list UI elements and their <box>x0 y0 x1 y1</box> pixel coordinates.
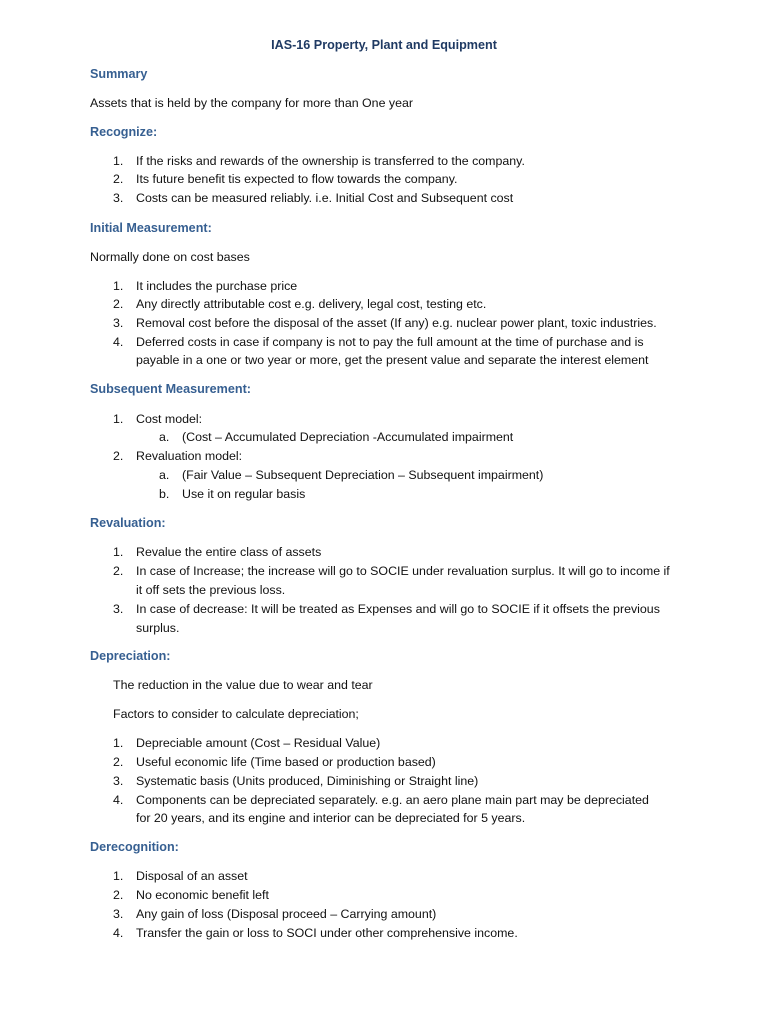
list-number: 4. <box>113 926 124 940</box>
list-number: 3. <box>113 191 124 205</box>
list-number: 2. <box>113 297 124 311</box>
heading-depreciation: Depreciation: <box>90 649 171 663</box>
heading-subsequent-measurement: Subsequent Measurement: <box>90 382 251 396</box>
list-number: 4. <box>113 335 124 349</box>
initial-text: Normally done on cost bases <box>90 250 250 264</box>
list-number: 1. <box>113 545 124 559</box>
list-item: Any directly attributable cost e.g. delivery, legal cost, testing etc. <box>136 297 487 311</box>
list-item: No economic benefit left <box>136 888 269 902</box>
summary-text: Assets that is held by the company for more than One year <box>90 96 414 110</box>
document-title: IAS-16 Property, Plant and Equipment <box>271 38 497 52</box>
list-number: 2. <box>113 449 124 463</box>
list-number: 2. <box>113 888 124 902</box>
list-item: Useful economic life (Time based or production based) <box>136 755 436 769</box>
list-number: 3. <box>113 907 124 921</box>
list-item: Components can be depreciated separately. e.g. an aero plane main part may be depreciated <box>136 793 649 807</box>
heading-revaluation: Revaluation: <box>90 516 166 530</box>
sublist-letter: a. <box>159 468 170 482</box>
list-item: Disposal of an asset <box>136 869 248 883</box>
list-item: Costs can be measured reliably. i.e. Initial Cost and Subsequent cost <box>136 191 514 205</box>
sublist-item: (Fair Value – Subsequent Depreciation – Subsequent impairment) <box>182 468 544 482</box>
list-number: 1. <box>113 869 124 883</box>
list-item: In case of decrease: It will be treated as Expenses and will go to SOCIE if it offsets the previous <box>136 602 660 616</box>
depreciation-factors-intro: Factors to consider to calculate depreciation; <box>113 707 359 721</box>
list-item-continuation: surplus. <box>136 621 180 635</box>
list-item: If the risks and rewards of the ownership is transferred to the company. <box>136 154 525 168</box>
list-number: 2. <box>113 755 124 769</box>
list-number: 2. <box>113 172 124 186</box>
heading-derecognition: Derecognition: <box>90 840 179 854</box>
list-number: 3. <box>113 774 124 788</box>
list-item: Revaluation model: <box>136 449 243 463</box>
list-item: In case of Increase; the increase will go to SOCIE under revaluation surplus. It will go to income if <box>136 564 670 578</box>
sublist-letter: a. <box>159 430 170 444</box>
list-number: 1. <box>113 412 124 426</box>
sublist-letter: b. <box>159 487 170 501</box>
list-number: 3. <box>113 316 124 330</box>
sublist-item: Use it on regular basis <box>182 487 306 501</box>
list-number: 1. <box>113 279 124 293</box>
list-item-continuation: it off sets the previous loss. <box>136 583 286 597</box>
list-number: 1. <box>113 154 124 168</box>
heading-recognize: Recognize: <box>90 125 158 139</box>
list-number: 4. <box>113 793 124 807</box>
list-item: Deferred costs in case if company is not to pay the full amount at the time of purchase and is <box>136 335 644 349</box>
list-item: Depreciable amount (Cost – Residual Value) <box>136 736 381 750</box>
list-number: 1. <box>113 736 124 750</box>
list-number: 3. <box>113 602 124 616</box>
list-item-continuation: payable in a one or two year or more, get the present value and separate the interest element <box>136 353 649 367</box>
list-item: Cost model: <box>136 412 203 426</box>
depreciation-definition: The reduction in the value due to wear and tear <box>113 678 373 692</box>
list-item-continuation: for 20 years, and its engine and interior can be depreciated for 5 years. <box>136 811 526 825</box>
list-item: Its future benefit tis expected to flow towards the company. <box>136 172 458 186</box>
list-item: Transfer the gain or loss to SOCI under other comprehensive income. <box>136 926 518 940</box>
list-item: Removal cost before the disposal of the asset (If any) e.g. nuclear power plant, toxic industries. <box>136 316 657 330</box>
list-item: Systematic basis (Units produced, Diminishing or Straight line) <box>136 774 479 788</box>
list-item: Any gain of loss (Disposal proceed – Carrying amount) <box>136 907 437 921</box>
list-item: It includes the purchase price <box>136 279 298 293</box>
list-number: 2. <box>113 564 124 578</box>
sublist-item: (Cost – Accumulated Depreciation -Accumulated impairment <box>182 430 514 444</box>
list-item: Revalue the entire class of assets <box>136 545 322 559</box>
heading-summary: Summary <box>90 67 148 81</box>
heading-initial-measurement: Initial Measurement: <box>90 221 212 235</box>
